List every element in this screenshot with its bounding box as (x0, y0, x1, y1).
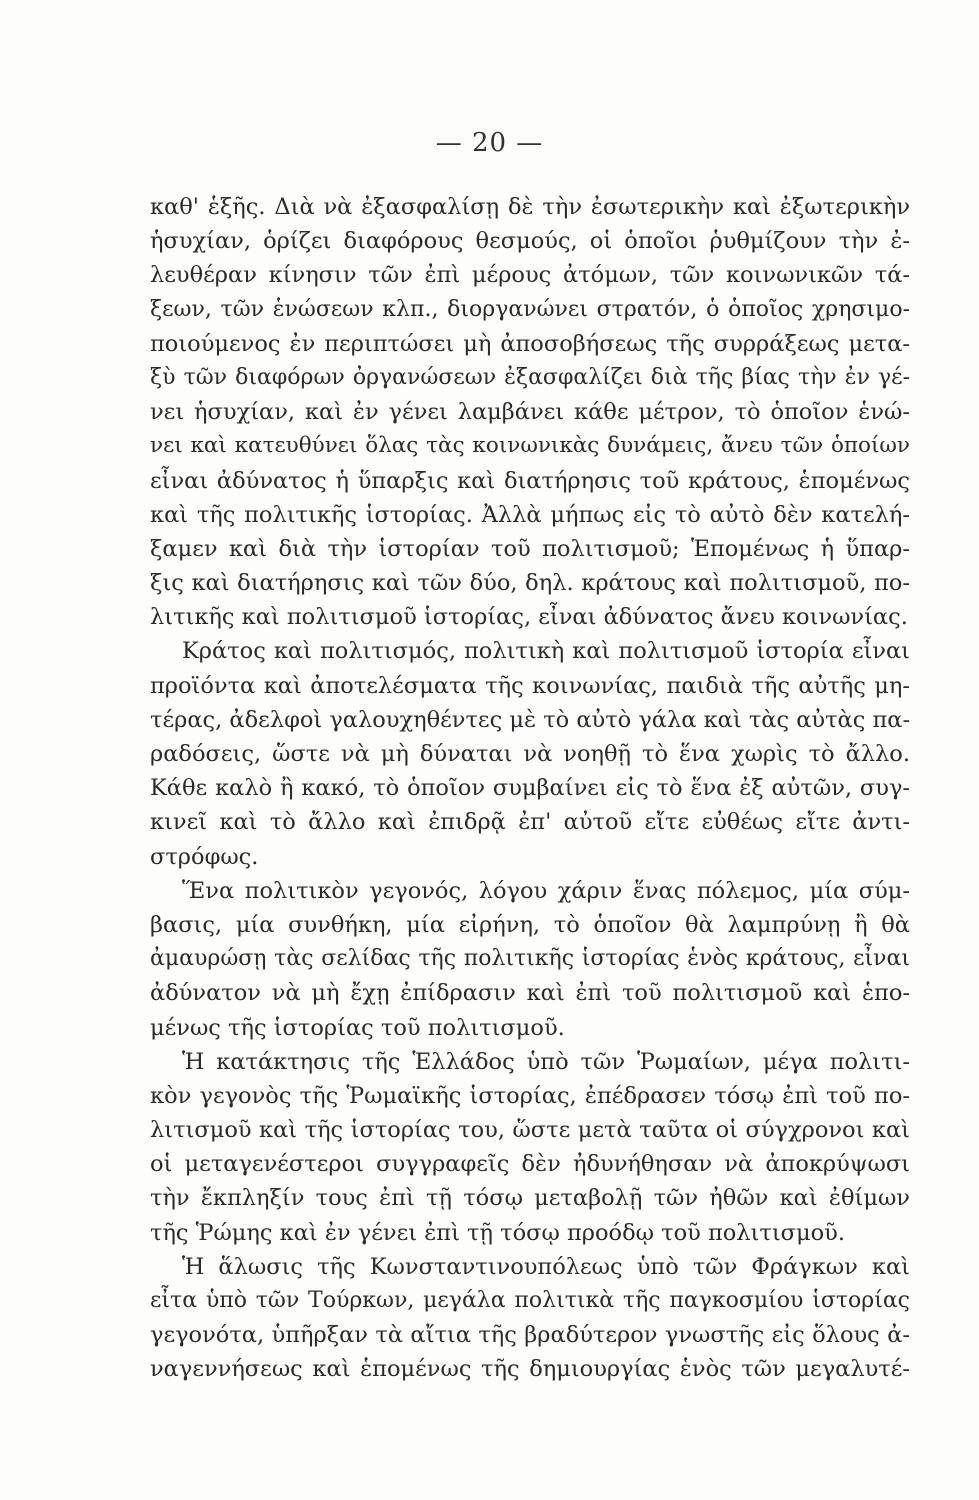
text-line: ξεων, τῶν ἑνώσεων κλπ., διοργανώνει στρατόν, ὁ ὁποῖος χρησιμο- (150, 296, 910, 322)
text-line: ναγεννήσεως καὶ ἑπομένως τῆς δημιουργίας ἑνὸς τῶν μεγαλυτέ- (150, 1356, 910, 1383)
text-line: ραδόσεις, ὥστε νὰ μὴ δύναται νὰ νοηθῇ τὸ ἕνα χωρὶς τὸ ἄλλο. (150, 741, 910, 767)
text-line: λιτικῆς καὶ πολιτισμοῦ ἱστορίας, εἶναι ἀδύνατος ἄνευ κοινωνίας. (150, 604, 908, 631)
text-line: γεγονότα, ὑπῆρξαν τὰ αἴτια τῆς βραδύτερον γνωστῆς εἰς ὅλους ἀ- (150, 1322, 910, 1349)
text-line: Ἡ κατάκτησις τῆς Ἑλλάδος ὑπὸ τῶν Ῥωμαίων, μέγα πολιτι- (182, 1048, 910, 1075)
text-line: στρόφως. (150, 843, 259, 870)
text-line: οἱ μεταγενέστεροι συγγραφεῖς δὲν ἠδυνήθησαν νὰ ἀποκρύψωσι (150, 1151, 910, 1178)
body-text (150, 190, 910, 1387)
text-line: τῆς Ῥώμης καὶ ἐν γένει ἐπὶ τῇ τόσῳ προόδῳ τοῦ πολιτισμοῦ. (150, 1219, 845, 1246)
text-line: Κράτος καὶ πολιτισμός, πολιτικὴ καὶ πολιτισμοῦ ἱστορία εἶναι (182, 638, 910, 665)
text-line: προϊόντα καὶ ἀποτελέσματα τῆς κοινωνίας, παιδιὰ τῆς αὐτῆς μη- (150, 672, 910, 699)
page-number: — 20 — (435, 128, 544, 158)
text-line: ἡσυχίαν, ὁρίζει διαφόρους θεσμούς, οἱ ὁποῖοι ῥυθμίζουν τὴν ἐ- (150, 228, 910, 255)
text-line: λευθέραν κίνησιν τῶν ἐπὶ μέρους ἀτόμων, τῶν κοινωνικῶν τά- (150, 262, 910, 289)
text-line: τέρας, ἀδελφοὶ γαλουχηθέντες μὲ τὸ αὐτὸ γάλα καὶ τὰς αὐτὰς πα- (150, 706, 911, 733)
text-line: ξαμεν καὶ διὰ τὴν ἱστορίαν τοῦ πολιτισμοῦ; Ἑπομένως ἡ ὕπαρ- (150, 535, 910, 562)
text-line: κινεῖ καὶ τὸ ἄλλο καὶ ἐπιδρᾷ ἐπ' αὐτοῦ εἴτε εὐθέως εἴτε ἀντι- (150, 809, 910, 836)
text-line: ἀμαυρώσῃ τὰς σελίδας τῆς πολιτικῆς ἱστορίας ἑνὸς κράτους, εἶναι (150, 946, 910, 972)
text-line: ἀδύνατον νὰ μὴ ἔχῃ ἐπίδρασιν καὶ ἐπὶ τοῦ πολιτισμοῦ καὶ ἑπο- (150, 980, 910, 1007)
text-line: καθ' ἑξῆς. Διὰ νὰ ἐξασφαλίσῃ δὲ τὴν ἐσωτερικὴν καὶ ἐξωτερικὴν (150, 194, 910, 220)
text-line: Ἡ ἅλωσις τῆς Κωνσταντινουπόλεως ὑπὸ τῶν Φράγκων καὶ (182, 1253, 910, 1280)
text-line: κὸν γεγονὸς τῆς Ῥωμαϊκῆς ἱστορίας, ἐπέδρασεν τόσῳ ἐπὶ τοῦ πο- (150, 1082, 910, 1109)
text-line: εἶτα ὑπὸ τῶν Τούρκων, μεγάλα πολιτικὰ τῆς παγκοσμίου ἱστορίας (150, 1288, 910, 1313)
text-line: Κάθε καλὸ ἢ κακό, τὸ ὁποῖον συμβαίνει εἰς τὸ ἕνα ἐξ αὐτῶν, συγ- (150, 775, 910, 802)
text-line: ξις καὶ διατήρησις καὶ τῶν δύο, δηλ. κράτους καὶ πολιτισμοῦ, πο- (150, 570, 910, 597)
text-line: βασις, μία συνθήκη, μία εἰρήνη, τὸ ὁποῖον θὰ λαμπρύνῃ ἢ θὰ (150, 911, 910, 938)
text-line: τὴν ἔκπληξίν τους ἐπὶ τῇ τόσῳ μεταβολῇ τῶν ἠθῶν καὶ ἐθίμων (150, 1185, 910, 1212)
text-line: νει ἡσυχίαν, καὶ ἐν γένει λαμβάνει κάθε μέτρον, τὸ ὁποῖον ἑνώ- (150, 399, 910, 426)
text-line: καὶ τῆς πολιτικῆς ἱστορίας. Ἀλλὰ μήπως εἰς τὸ αὐτὸ δὲν κατελή- (150, 501, 910, 528)
text-line: λιτισμοῦ καὶ τῆς ἱστορίας του, ὥστε μετὰ ταῦτα οἱ σύγχρονοι καὶ (150, 1117, 910, 1144)
text-line: εἶναι ἀδύνατος ἡ ὕπαρξις καὶ διατήρησις τοῦ κράτους, ἑπομένως (150, 467, 910, 494)
text-line: μένως τῆς ἱστορίας τοῦ πολιτισμοῦ. (150, 1014, 565, 1041)
text-line: ξὺ τῶν διαφόρων ὀργανώσεων ἐξασφαλίζει διὰ τῆς βίας τὴν ἐν γέ- (150, 364, 910, 390)
text-line: ποιούμενος ἐν περιπτώσει μὴ ἀποσοβήσεως τῆς συρράξεως μετα- (150, 330, 910, 357)
text-line: Ἕνα πολιτικὸν γεγονός, λόγου χάριν ἕνας πόλεμος, μία σύμ- (182, 877, 910, 904)
text-line: νει καὶ κατευθύνει ὅλας τὰς κοινωνικὰς δυνάμεις, ἄνευ τῶν ὁποίων (150, 433, 910, 459)
